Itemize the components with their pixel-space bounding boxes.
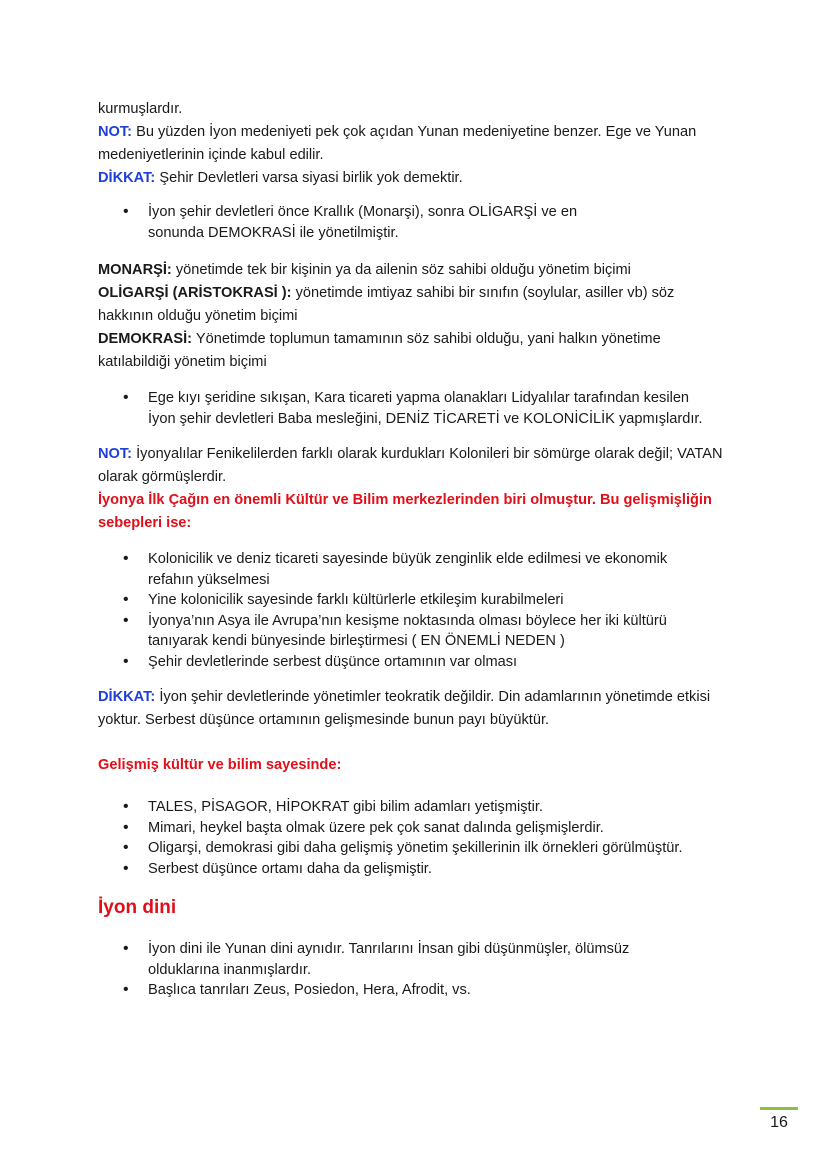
list-item: • Şehir devletlerinde serbest düşünce ortamının var olması <box>98 652 728 673</box>
list-item: • Mimari, heykel başta olmak üzere pek çok sanat dalında gelişmişlerdir. <box>98 818 728 839</box>
list-item: • Serbest düşünce ortamı daha da gelişmiştir. <box>98 859 728 880</box>
bullet-list-religion <box>98 939 728 1001</box>
definition-term: MONARŞİ: <box>98 262 172 278</box>
definition-democracy <box>98 328 698 374</box>
warning-text: Şehir Devletleri varsa siyasi birlik yok demektir. <box>155 170 463 186</box>
definition-term: DEMOKRASİ: <box>98 331 193 347</box>
warning-paragraph <box>98 167 728 190</box>
note-text: Bu yüzden İyon medeniyeti pek çok açıdan Yunan medeniyetine benzer. Ege ve Yunan medeniyetlerinin içinde kabul edilir. <box>98 124 697 163</box>
note-label: NOT: <box>98 446 133 462</box>
list-item: • İyon şehir devletleri önce Krallık (Monarşi), sonra OLİGARŞİ ve en sonunda DEMOKRASİ ile yönetilmiştir. <box>98 202 608 243</box>
section-subheading: Gelişmiş kültür ve bilim sayesinde: <box>98 757 342 773</box>
warning-paragraph-theocracy <box>98 686 728 732</box>
paragraph-continuation: kurmuşlardır. <box>98 101 183 117</box>
definitions-block <box>98 259 728 374</box>
list-item: • Yine kolonicilik sayesinde farklı kültürlerle etkileşim kurabilmeleri <box>98 590 728 611</box>
list-item: • İyonya’nın Asya ile Avrupa’nın kesişme noktasında olması böylece her iki kültürü tanıyarak kendi bünyesinde birleştirmesi ( EN ÖNEMLİ NEDEN ) <box>98 611 708 652</box>
list-item: • İyon dini ile Yunan dini aynıdır. Tanrılarını İnsan gibi düşünmüşler, ölümsüz olduklarına inanmışlardır. <box>98 939 678 980</box>
note-label: NOT: <box>98 124 133 140</box>
warning-text: İyon şehir devletlerinde yönetimler teokratik değildir. Din adamlarının yönetimde etkisi yoktur. Serbest düşünce ortamının gelişmesinde bunun payı büyüktür. <box>98 689 711 728</box>
warning-label: DİKKAT: <box>98 170 156 186</box>
highlight-paragraph: İyonya İlk Çağın en önemli Kültür ve Bilim merkezlerinden biri olmuştur. Bu gelişmişliğin sebepleri ise: <box>98 492 712 531</box>
note-paragraph-colonies <box>98 443 728 489</box>
list-item: • Başlıca tanrıları Zeus, Posiedon, Hera, Afrodit, vs. <box>98 980 728 1001</box>
list-item: • Oligarşi, demokrasi gibi daha gelişmiş yönetim şekillerinin ilk örnekleri görülmüştür. <box>98 838 728 859</box>
definition-text: yönetimde imtiyaz sahibi bir sınıfın (soylular, asiller vb) söz hakkının olduğu yönetim biçimi <box>98 285 675 324</box>
list-item: • TALES, PİSAGOR, HİPOKRAT gibi bilim adamları yetişmiştir. <box>98 797 728 818</box>
definition-text: Yönetimde toplumun tamamının söz sahibi olduğu, yani halkın yönetime katılabildiği yönetim biçimi <box>98 331 661 370</box>
bullet-list-trade <box>98 388 728 429</box>
list-item: • Kolonicilik ve deniz ticareti sayesinde büyük zenginlik elde edilmesi ve ekonomik refahın yükselmesi <box>98 549 708 590</box>
note-paragraph <box>98 121 728 167</box>
definition-term: OLİGARŞİ (ARİSTOKRASİ ): <box>98 285 292 301</box>
bullet-list-reasons <box>98 549 728 672</box>
definition-oligarchy <box>98 282 698 328</box>
list-item: • Ege kıyı şeridine sıkışan, Kara ticareti yapma olanakları Lidyalılar tarafından kesilen İyon şehir devletleri Baba mesleğini, DENİZ TİCARETİ ve KOLONİCİLİK yapmışlardır. <box>98 388 713 429</box>
document-page <box>98 98 728 1001</box>
definition-text: yönetimde tek bir kişinin ya da ailenin söz sahibi olduğu yönetim biçimi <box>171 262 631 278</box>
page-number: 16 <box>760 1107 798 1134</box>
warning-label: DİKKAT: <box>98 689 156 705</box>
bullet-list-achievements <box>98 797 728 879</box>
definition-monarchy <box>98 259 728 282</box>
note-text: İyonyalılar Fenikelilerden farklı olarak kurdukları Kolonileri bir sömürge olarak değil; VATAN olarak görmüşlerdir. <box>98 446 723 485</box>
bullet-list-governance <box>98 202 728 243</box>
section-heading: İyon dini <box>98 897 177 918</box>
